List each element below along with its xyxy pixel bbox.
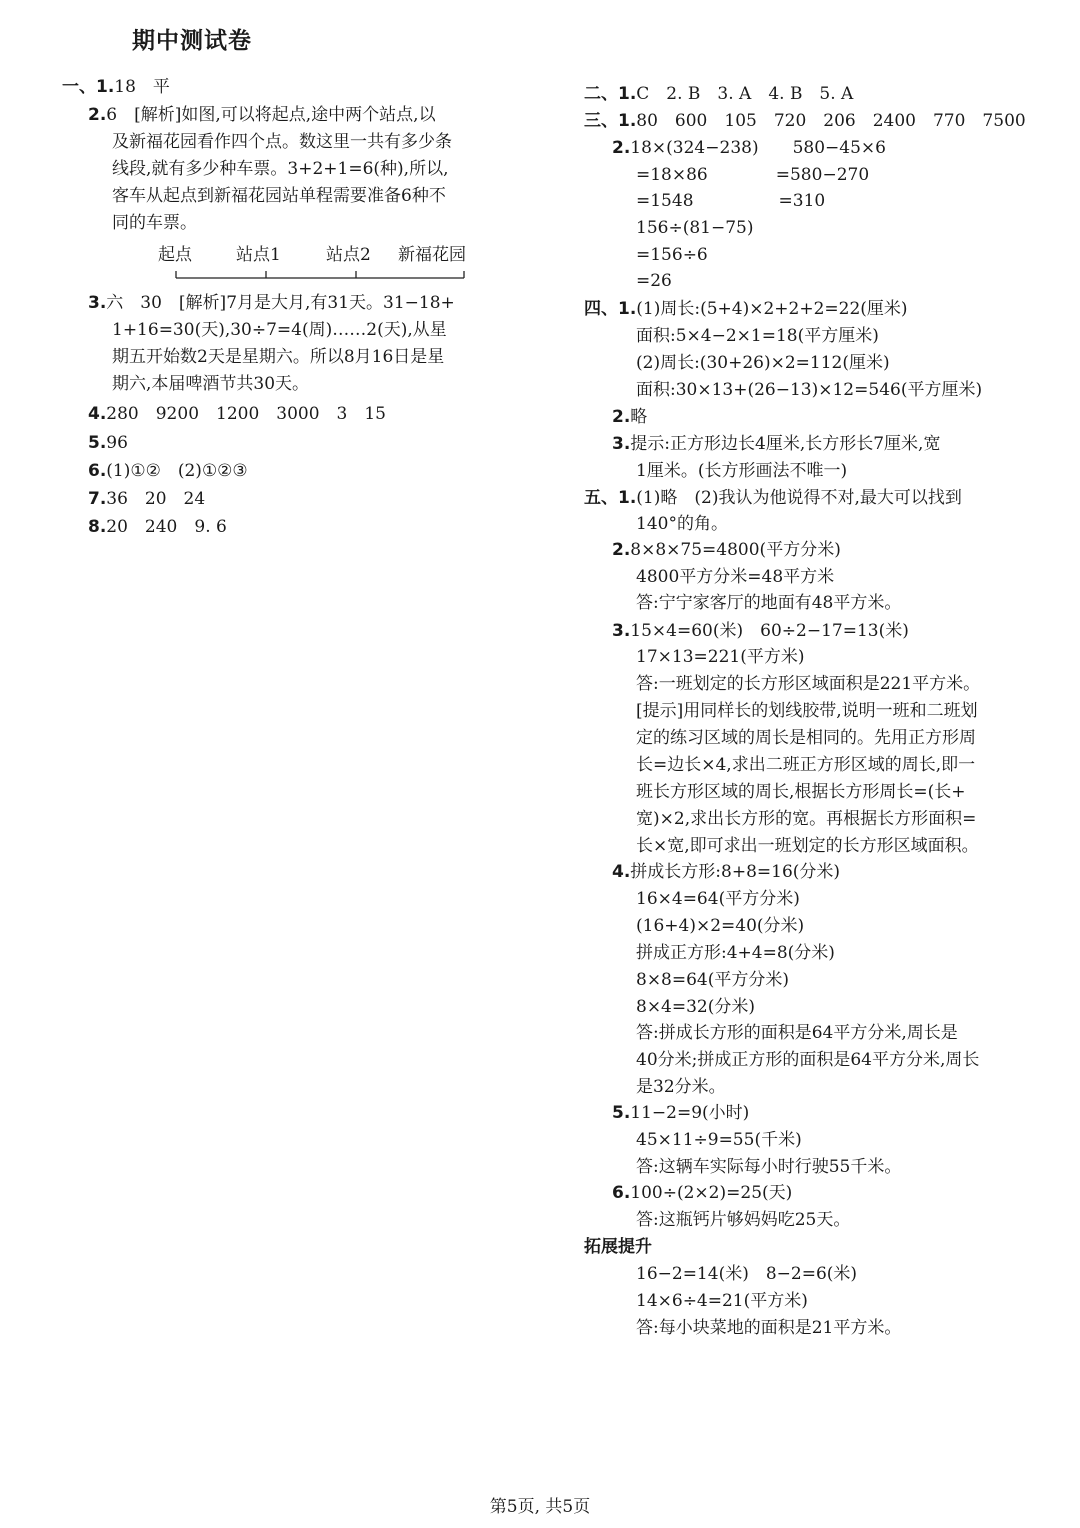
right-line [636, 325, 879, 347]
question-number: 2. [612, 540, 631, 560]
answer-text: 面积:30×13+(26−13)×12=546(平方厘米) [636, 380, 983, 400]
right-line [636, 942, 835, 964]
right-line [636, 1076, 726, 1098]
answer-text: 80 600 105 720 206 2400 770 7500 [636, 111, 1026, 131]
question-number: 7. [88, 489, 107, 509]
answer-text: =26 [636, 271, 672, 291]
answer-text: 16−2=14(米) 8−2=6(米) [636, 1264, 858, 1284]
answer-text: 96 [106, 433, 128, 453]
question-number: 2. [612, 407, 631, 427]
right-line [636, 808, 976, 830]
question-number: 4. [612, 862, 631, 882]
right-line [612, 433, 940, 455]
page-title: 期中测试卷 [132, 28, 252, 54]
answer-text: 长=边长×4,求出二班正方形区域的周长,即一 [636, 755, 976, 775]
left-line [112, 212, 197, 234]
answer-text: 8×4=32(分米) [636, 997, 756, 1017]
answer-text: 答:这辆车实际每小时行驶55千米。 [636, 1157, 902, 1177]
right-line [636, 1263, 857, 1285]
answer-text: 1+16=30(天),30÷7=4(周)……2(天),从星 [112, 320, 447, 340]
right-line [636, 1129, 802, 1151]
question-number: 2. [612, 138, 631, 158]
left-line [88, 292, 455, 314]
right-line [636, 700, 978, 722]
question-number: 2. [88, 105, 107, 125]
right-line [584, 83, 853, 105]
right-line [636, 164, 869, 186]
answer-text: 6 [解析]如图,可以将起点,途中两个站点,以 [106, 105, 436, 125]
answer-text: 答:这瓶钙片够妈妈吃25天。 [636, 1210, 851, 1230]
right-line [612, 137, 886, 159]
answer-text: (16+4)×2=40(分米) [636, 916, 805, 936]
answer-text: 拼成正方形:4+4=8(分米) [636, 943, 835, 963]
right-line [636, 379, 982, 401]
section-heading: 拓展提升 [584, 1237, 652, 1257]
right-line [636, 217, 753, 239]
right-line [636, 915, 804, 937]
answer-text: 4800平方分米=48平方米 [636, 567, 835, 587]
question-number: 6. [612, 1183, 631, 1203]
answer-text: 100÷(2×2)=25(天) [630, 1183, 793, 1203]
page-footer: 第5页, 共5页 [489, 1497, 591, 1517]
answer-text: 45×11÷9=55(千米) [636, 1130, 802, 1150]
right-line [636, 996, 755, 1018]
answer-text: 11−2=9(小时) [630, 1103, 750, 1123]
right-line [636, 1290, 808, 1312]
left-line [112, 185, 446, 207]
diagram-label-start: 起点 [158, 245, 192, 265]
question-number: 4. [88, 404, 107, 424]
right-line [636, 592, 901, 614]
question-number: 二、1. [584, 84, 637, 104]
diagram-label-destination: 新福花园 [398, 245, 466, 265]
route-line [158, 240, 488, 284]
route-diagram [158, 240, 488, 284]
answer-text: 同的车票。 [112, 213, 197, 233]
answer-text: 1厘米。(长方形画法不唯一) [636, 461, 848, 481]
answer-text: 答:拼成长方形的面积是64平方分米,周长是 [636, 1023, 958, 1043]
right-line [636, 1022, 958, 1044]
right-line [636, 1209, 850, 1231]
right-line [636, 1049, 979, 1071]
answer-text: =1548 =310 [636, 191, 826, 211]
question-number: 6. [88, 461, 107, 481]
question-number: 3. [612, 434, 631, 454]
answer-text: 班长方形区域的周长,根据长方形周长=(长+ [636, 782, 966, 802]
question-number: 8. [88, 517, 107, 537]
right-line [636, 781, 966, 803]
right-line [612, 620, 909, 642]
right-line [612, 406, 647, 428]
right-line [612, 539, 841, 561]
answer-text: 36 20 24 [106, 489, 206, 509]
left-line [62, 76, 170, 98]
right-line [636, 566, 834, 588]
question-number: 四、1. [584, 299, 637, 319]
left-line [112, 373, 309, 395]
answer-text: 定的练习区域的周长是相同的。先用正方形周 [636, 728, 976, 748]
right-line [612, 1182, 792, 1204]
answer-text: (1)①② (2)①②③ [106, 461, 248, 481]
left-line [88, 516, 227, 538]
answer-text: 长×宽,即可求出一班划定的长方形区域面积。 [636, 836, 979, 856]
right-line [584, 487, 962, 509]
right-line [636, 969, 789, 991]
left-line [112, 131, 452, 153]
question-number: 5. [612, 1103, 631, 1123]
right-line [636, 646, 804, 668]
answer-text: [提示]用同样长的划线胶带,说明一班和二班划 [636, 701, 978, 721]
answer-text: 280 9200 1200 3000 3 15 [106, 404, 386, 424]
right-line [584, 1236, 652, 1258]
left-line [88, 104, 436, 126]
question-number: 三、1. [584, 111, 637, 131]
left-line [88, 460, 248, 482]
diagram-label-station-1: 站点1 [236, 245, 281, 265]
answer-text: 面积:5×4−2×1=18(平方厘米) [636, 326, 879, 346]
right-line [636, 673, 980, 695]
answer-text: 18 平 [114, 77, 170, 97]
answer-text: 宽)×2,求出长方形的宽。再根据长方形面积= [636, 809, 977, 829]
answer-text: 140°的角。 [636, 514, 728, 534]
answer-text: 15×4=60(米) 60÷2−17=13(米) [630, 621, 909, 641]
answer-text: 客车从起点到新福花园站单程需要准备6种不 [112, 186, 446, 206]
answer-text: 拼成长方形:8+8=16(分米) [630, 862, 841, 882]
answer-text: 8×8×75=4800(平方分米) [630, 540, 841, 560]
answer-text: 40分米;拼成正方形的面积是64平方分米,周长 [636, 1050, 980, 1070]
answer-text: 8×8=64(平方分米) [636, 970, 790, 990]
answer-text: 六 30 [解析]7月是大月,有31天。31−18+ [106, 293, 455, 313]
answer-text: 期六,本届啤酒节共30天。 [112, 374, 310, 394]
answer-text: 答:每小块菜地的面积是21平方米。 [636, 1318, 902, 1338]
right-line [636, 460, 847, 482]
right-line [636, 244, 708, 266]
answer-text: 期五开始数2天是星期六。所以8月16日是星 [112, 347, 445, 367]
answer-text: 18×(324−238) 580−45×6 [630, 138, 886, 158]
right-line [612, 1102, 749, 1124]
answer-text: (2)周长:(30+26)×2=112(厘米) [636, 353, 890, 373]
right-line [636, 888, 800, 910]
diagram-label-station-2: 站点2 [326, 245, 371, 265]
answer-text: 略 [630, 407, 648, 427]
answer-text: 16×4=64(平方分米) [636, 889, 800, 909]
left-line [112, 158, 448, 180]
right-line [636, 1156, 901, 1178]
left-line [88, 488, 205, 510]
question-number: 3. [88, 293, 107, 313]
right-line [584, 110, 1026, 132]
answer-text: (1)周长:(5+4)×2+2+2=22(厘米) [636, 299, 908, 319]
right-line [636, 190, 825, 212]
left-line [88, 432, 128, 454]
right-line [636, 754, 975, 776]
right-line [636, 1317, 901, 1339]
answer-text: 提示:正方形边长4厘米,长方形长7厘米,宽 [630, 434, 941, 454]
left-line [88, 403, 386, 425]
right-line [612, 861, 840, 883]
left-line [112, 319, 447, 341]
right-line [636, 835, 979, 857]
right-line [584, 298, 908, 320]
right-line [636, 352, 890, 374]
answer-text: 及新福花园看作四个点。数这里一共有多少条 [112, 132, 452, 152]
answer-text: 20 240 9. 6 [106, 517, 227, 537]
answer-text: C 2. B 3. A 4. B 5. A [636, 84, 854, 104]
answer-text: 17×13=221(平方米) [636, 647, 805, 667]
answer-text: 答:一班划定的长方形区域面积是221平方米。 [636, 674, 981, 694]
right-line [636, 727, 976, 749]
question-number: 五、1. [584, 488, 637, 508]
answer-text: 156÷(81−75) [636, 218, 754, 238]
answer-text: 线段,就有多少种车票。3+2+1=6(种),所以, [112, 159, 449, 179]
question-number: 一、1. [62, 77, 115, 97]
answer-text: =156÷6 [636, 245, 708, 265]
answer-text: (1)略 (2)我认为他说得不对,最大可以找到 [636, 488, 962, 508]
question-number: 5. [88, 433, 107, 453]
right-line [636, 270, 672, 292]
question-number: 3. [612, 621, 631, 641]
answer-text: =18×86 =580−270 [636, 165, 870, 185]
answer-text: 答:宁宁家客厅的地面有48平方米。 [636, 593, 902, 613]
answer-text: 是32分米。 [636, 1077, 726, 1097]
answer-text: 14×6÷4=21(平方米) [636, 1291, 808, 1311]
right-line [636, 513, 728, 535]
left-line [112, 346, 444, 368]
